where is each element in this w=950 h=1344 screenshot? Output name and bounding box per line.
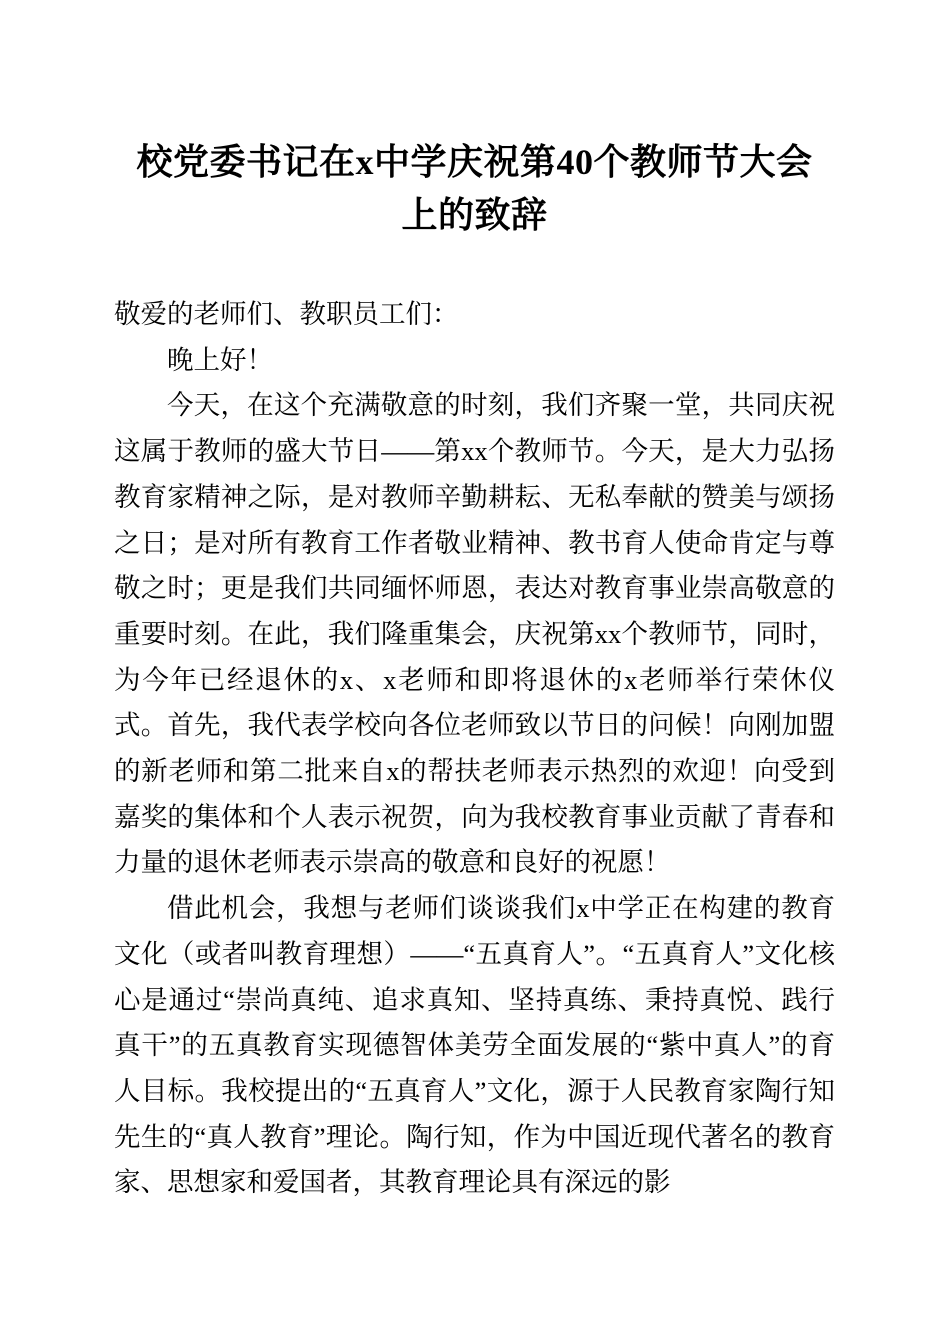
paragraph: 敬爱的老师们、教职员工们： <box>114 299 459 329</box>
document-body <box>114 292 835 1206</box>
document-title: 校党委书记在x中学庆祝第40个教师节大会上的致辞 <box>136 142 813 235</box>
paragraph: 借此机会，我想与老师们谈谈我们x中学正在构建的教育文化（或者叫教育理想）——“五真育人”。“五真育人”文化核心是通过“崇尚真纯、追求真知、坚持真练、秉持真悦、践行真干”的五真教育实现德智体美劳全面发展的“紫中真人”的育人目标。我校提出的“五真育人”文化，源于人民教育家陶行知先生的“真人教育”理论。陶行知，作为中国近现代著名的教育家、思想家和爱国者，其教育理论具有深远的影 <box>114 893 835 1198</box>
paragraph: 晚上好！ <box>167 344 273 375</box>
paragraph: 今天，在这个充满敬意的时刻，我们齐聚一堂，共同庆祝这属于教师的盛大节日——第xx个教师节。今天，是大力弘扬教育家精神之际，是对教师辛勤耕耘、无私奉献的赞美与颂扬之日；是对所有教育工作者敬业精神、教书育人使命肯定与尊敬之时；更是我们共同缅怀师恩，表达对教育事业崇高敬意的重要时刻。在此，我们隆重集会，庆祝第xx个教师节，同时，为今年已经退休的x、x老师和即将退休的x老师举行荣休仪式。首先，我代表学校向各位老师致以节日的问候！向刚加盟的新老师和第二批来自x的帮扶老师表示热烈的欢迎！向受到嘉奖的集体和个人表示祝贺，向为我校教育事业贡献了青春和力量的退休老师表示崇高的敬意和良好的祝愿！ <box>114 390 835 878</box>
